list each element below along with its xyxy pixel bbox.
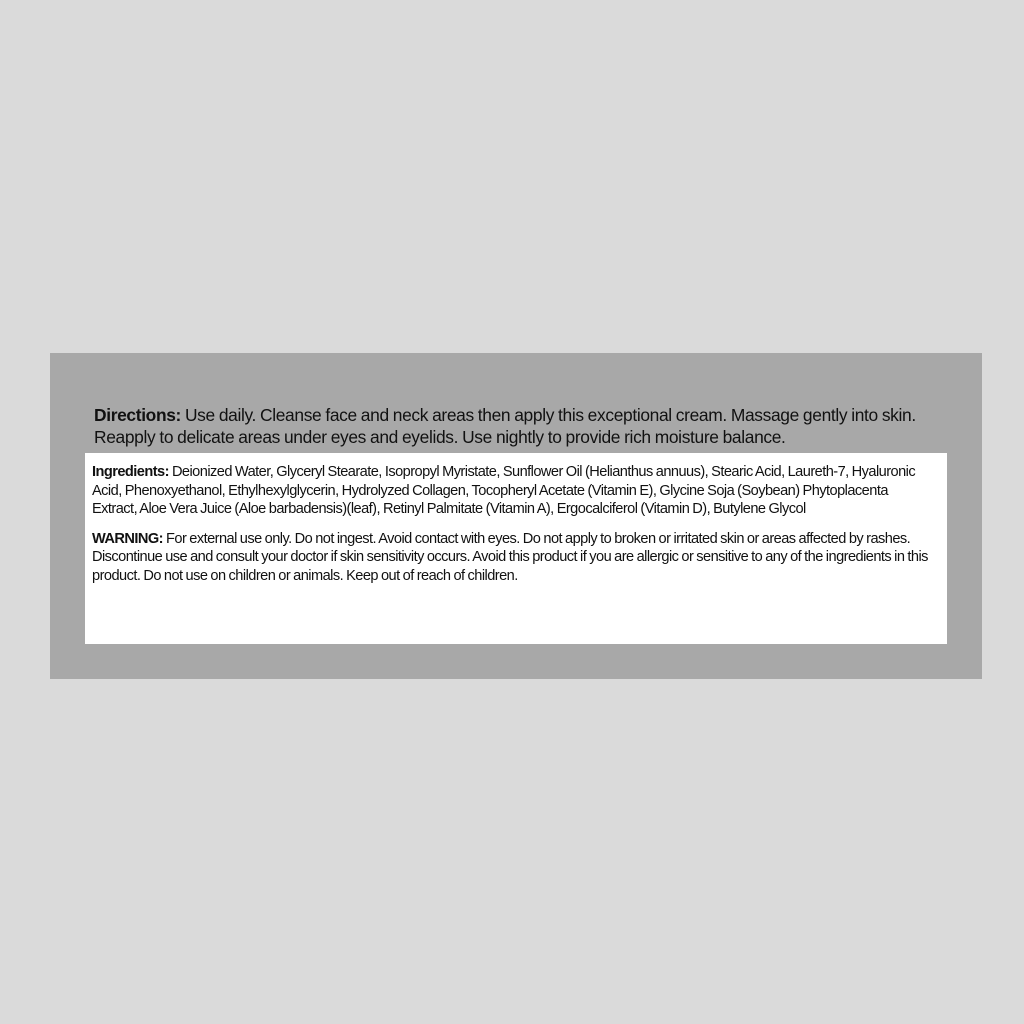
- product-label-panel: [50, 353, 982, 679]
- directions-heading: Directions:: [94, 405, 181, 426]
- ingredients-text: Deionized Water, Glyceryl Stearate, Isopropyl Myristate, Sunflower Oil (Helianthus annuus), Stearic Acid, Laureth-7, Hyaluronic Acid, Phenoxyethanol, Ethylhexylglycerin, Hydrolyzed Collagen, Tocopheryl Acetate (Vitamin E), Glycine Soja (Soybean) Phytoplacenta Extract, Aloe Vera Juice (Aloe barbadensis)(leaf), Retinyl Palmitate (Vitamin A), Ergocalciferol (Vitamin D), Butylene Glycol: [92, 464, 916, 517]
- directions-text: Use daily. Cleanse face and neck areas then apply this exceptional cream. Massage gently into skin. Reapply to delicate areas under eyes and eyelids. Use nightly to provide rich moisture balance.: [94, 405, 916, 448]
- ingredients-warning-box: [85, 453, 947, 644]
- warning-paragraph: [92, 530, 933, 586]
- ingredients-paragraph: [92, 463, 933, 519]
- warning-text: For external use only. Do not ingest. Avoid contact with eyes. Do not apply to broken or irritated skin or areas affected by rashes. Discontinue use and consult your doctor if skin sensitivity occurs. Avoid this product if you are allergic or sensitive to any of the ingredients in this product. Do not use on children or animals. Keep out of reach of children.: [92, 530, 928, 584]
- ingredients-heading: Ingredients:: [92, 464, 169, 480]
- warning-heading: WARNING:: [92, 530, 163, 547]
- directions-paragraph: [94, 404, 954, 448]
